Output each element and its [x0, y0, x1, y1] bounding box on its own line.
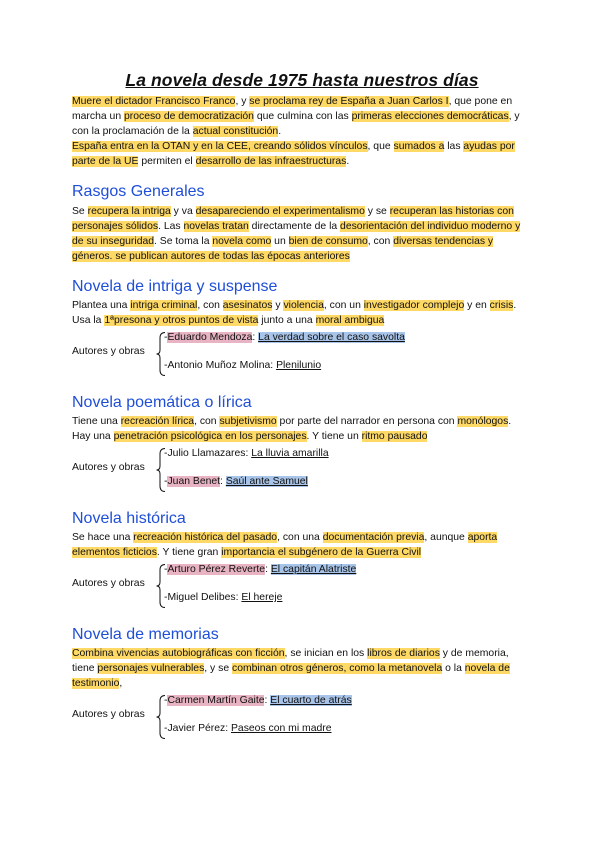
highlighted-text: Combina vivencias autobiográficas con ficción — [72, 648, 285, 659]
text-run: Tiene una — [72, 416, 121, 427]
work-title: El hereje — [241, 592, 283, 603]
authors-block-lirica — [72, 446, 532, 496]
section-heading-lirica: Novela poemática o lírica — [72, 394, 252, 411]
author-dash: - — [164, 476, 168, 487]
highlighted-text: recreación lírica — [120, 416, 195, 427]
text-run: directamente de la — [248, 221, 341, 232]
author-name: Miguel Delibes — [167, 592, 236, 603]
section-heading-historica: Novela histórica — [72, 510, 186, 527]
author-name: Antonio Muñoz Molina — [167, 360, 271, 371]
document-title: La novela desde 1975 hasta nuestros días — [125, 70, 479, 90]
text-run: un — [271, 236, 289, 247]
text-run: o la — [442, 663, 465, 674]
author-dash: - — [164, 332, 168, 343]
work-title: Saúl ante Samuel — [225, 476, 308, 487]
text-run: . Las — [158, 221, 184, 232]
highlighted-text: personajes vulnerables — [97, 663, 205, 674]
author-dash: - — [164, 592, 168, 603]
rasgos-paragraph — [72, 204, 532, 264]
text-run: y va — [170, 206, 196, 217]
authors-label: Autores y obras — [72, 709, 145, 720]
work-title: La lluvia amarilla — [251, 448, 329, 459]
work-title: El capitán Alatriste — [270, 564, 357, 575]
highlighted-text: diversas tendencias y géneros. se publican autores de todas las épocas anteriores — [72, 236, 494, 262]
author-entry — [164, 562, 356, 577]
highlighted-text: libros de diarios — [367, 648, 440, 659]
text-run: . — [278, 126, 282, 137]
highlighted-text: subjetivismo — [219, 416, 277, 427]
author-dash: - — [164, 448, 168, 459]
intro-paragraph-1 — [72, 94, 532, 139]
text-run: . Y tiene un — [306, 431, 362, 442]
highlighted-text: aporta elementos ficticios — [72, 532, 498, 558]
highlighted-text: monólogos — [457, 416, 509, 427]
highlighted-text: 1ªpresona y otros puntos de vista — [104, 315, 259, 326]
work-title: Plenilunio — [276, 360, 322, 371]
text-run: . Y tiene gran — [156, 547, 222, 558]
highlighted-text: España entra en la OTAN y en la CEE, creando sólidos vínculos — [72, 141, 368, 152]
highlighted-text: importancia el subgénero de la Guerra Civil — [221, 547, 422, 558]
highlighted-text: investigador complejo — [363, 300, 465, 311]
text-run: , se inician en los — [284, 648, 368, 659]
authors-label: Autores y obras — [72, 346, 145, 357]
text-run: Se hace una — [72, 532, 134, 543]
author-name: Carmen Martín Gaite — [167, 695, 265, 706]
authors-block-memorias — [72, 693, 532, 743]
highlighted-text: sumados a — [393, 141, 445, 152]
highlighted-text: actual constitución — [192, 126, 279, 137]
author-separator: : — [225, 723, 231, 734]
author-entry — [164, 721, 332, 736]
work-title: La verdad sobre el caso savolta — [258, 332, 405, 343]
author-dash: - — [164, 695, 168, 706]
work-title: Paseos con mi madre — [231, 723, 332, 734]
section-heading-intriga: Novela de intriga y suspense — [72, 278, 278, 295]
highlighted-text: crisis — [489, 300, 514, 311]
text-run: las — [444, 141, 464, 152]
author-name: Arturo Pérez Reverte — [167, 564, 266, 575]
highlighted-text: desorientación del individuo moderno y de su inseguridad — [72, 221, 521, 247]
text-run: y en — [464, 300, 490, 311]
text-run: , y — [235, 96, 250, 107]
author-dash: - — [164, 360, 168, 371]
highlighted-text: novelas tratan — [183, 221, 249, 232]
author-name: Juan Benet — [167, 476, 221, 487]
highlighted-text: penetración psicológica en los personajes — [113, 431, 307, 442]
text-run: , aunque — [424, 532, 468, 543]
author-separator: : — [220, 476, 226, 487]
text-run: y — [272, 300, 284, 311]
highlighted-text: Muere el dictador Francisco Franco — [72, 96, 236, 107]
author-separator: : — [265, 564, 271, 575]
section-paragraph-intriga — [72, 298, 532, 328]
authors-label: Autores y obras — [72, 578, 145, 589]
text-run: , con un — [323, 300, 364, 311]
highlighted-text: desapareciendo el experimentalismo — [195, 206, 365, 217]
text-run: y de memoria, tiene — [72, 648, 509, 674]
highlighted-text: combinan otros géneros, como la metanovela — [232, 663, 443, 674]
highlighted-text: bien de consumo — [288, 236, 368, 247]
author-separator: : — [270, 360, 277, 371]
text-run: y se — [364, 206, 390, 217]
author-separator: : — [245, 448, 252, 459]
highlighted-text: primeras elecciones democráticas — [351, 111, 509, 122]
text-run: , y se — [204, 663, 232, 674]
text-run: . Usa la — [72, 300, 517, 326]
highlighted-text: ritmo pausado — [361, 431, 428, 442]
highlighted-text: moral ambigua — [315, 315, 385, 326]
text-run: . Hay una — [72, 416, 512, 442]
text-run: , con — [367, 236, 394, 247]
author-separator: : — [235, 592, 242, 603]
text-run: Se — [72, 206, 88, 217]
author-dash: - — [164, 564, 168, 575]
author-entry — [164, 474, 308, 489]
text-run: , con — [194, 416, 220, 427]
highlighted-text: violencia — [283, 300, 324, 311]
highlighted-text: se proclama rey de España a Juan Carlos I — [249, 96, 449, 107]
document-page — [72, 70, 532, 743]
section-paragraph-historica — [72, 530, 532, 560]
section-heading-memorias: Novela de memorias — [72, 626, 219, 643]
author-dash: - — [164, 723, 168, 734]
author-name: Eduardo Mendoza — [167, 332, 253, 343]
highlighted-text: recupera la intriga — [87, 206, 171, 217]
text-run: permiten el — [138, 156, 196, 167]
text-run: . — [346, 156, 350, 167]
author-entry — [164, 330, 405, 345]
author-entry — [164, 590, 282, 605]
text-run: junto a una — [258, 315, 316, 326]
text-run: , — [119, 678, 123, 689]
highlighted-text: novela de testimonio — [72, 663, 510, 689]
text-run: , que — [367, 141, 394, 152]
highlighted-text: asesinatos — [222, 300, 273, 311]
highlighted-text: novela como — [212, 236, 272, 247]
section-paragraph-lirica — [72, 414, 532, 444]
highlighted-text: proceso de democratización — [123, 111, 254, 122]
work-title: El cuarto de atrás — [270, 695, 352, 706]
highlighted-text: recreación histórica del pasado — [133, 532, 278, 543]
author-entry — [164, 358, 321, 373]
author-entry — [164, 693, 352, 708]
text-run: , con — [197, 300, 223, 311]
intro-paragraph-2 — [72, 139, 532, 169]
author-separator: : — [252, 332, 259, 343]
text-run: , con una — [277, 532, 323, 543]
author-entry — [164, 446, 329, 461]
highlighted-text: desarrollo de las infraestructuras — [195, 156, 347, 167]
text-run: , y con la proclamación de la — [72, 111, 520, 137]
author-name: Javier Pérez — [167, 723, 226, 734]
text-run: , que pone en marcha un — [72, 96, 513, 122]
text-run: por parte del narrador en persona con — [276, 416, 458, 427]
authors-label: Autores y obras — [72, 462, 145, 473]
authors-block-historica — [72, 562, 532, 612]
highlighted-text: ayudas por parte de la UE — [72, 141, 515, 167]
rasgos-heading: Rasgos Generales — [72, 183, 205, 200]
section-paragraph-memorias — [72, 646, 532, 691]
authors-block-intriga — [72, 330, 532, 380]
highlighted-text: documentación previa — [322, 532, 425, 543]
highlighted-text: intriga criminal — [130, 300, 198, 311]
text-run: que culmina con las — [253, 111, 352, 122]
highlighted-text: recuperan las historias con personajes sólidos — [72, 206, 514, 232]
text-run: . Se toma la — [154, 236, 213, 247]
author-name: Julio Llamazares — [167, 448, 246, 459]
author-separator: : — [264, 695, 271, 706]
text-run: Plantea una — [72, 300, 131, 311]
